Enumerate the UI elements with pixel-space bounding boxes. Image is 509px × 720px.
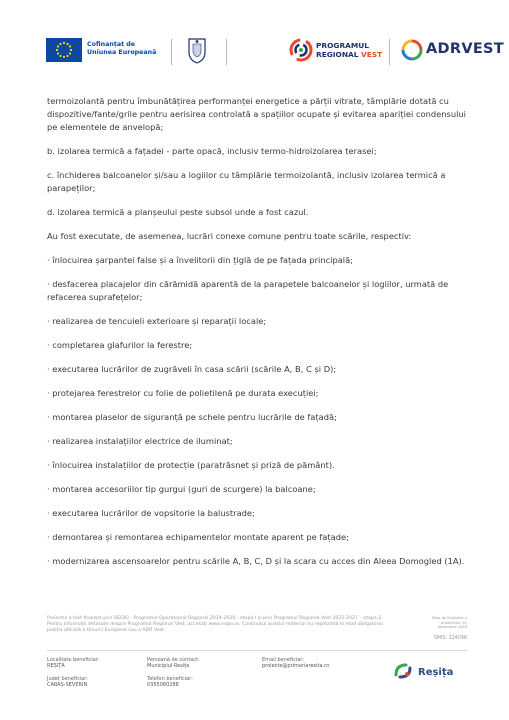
resita-city-logo-text: Reșița (418, 667, 454, 678)
list-item: · montarea accesoriilor tip gurgui (guri de scurgere) la balcoane; (47, 484, 316, 494)
adr-vest-logo-icon (401, 39, 423, 61)
header-logos (46, 36, 504, 66)
programul-regional-logo-text (316, 42, 382, 59)
divider (389, 39, 390, 65)
footer-divider (47, 650, 467, 651)
list-item: · executarea lucrărilor de zugrăveli în casa scării (scările A, B, C și D); (47, 364, 337, 374)
beneficiary-locality (47, 657, 100, 670)
eu-cofinancing-text: Cofinanțat de Uniunea Europeană (87, 41, 157, 56)
beneficiary-email (262, 657, 329, 670)
locality-label: Localitate beneficiar: (47, 657, 100, 663)
contact-person (147, 657, 200, 670)
list-item: · completarea glafurilor la ferestre; (47, 340, 193, 350)
phone-label: Telefon beneficiar: (147, 676, 193, 682)
list-item: · protejarea ferestrelor cu folie de polietilenă pe durata execuției; (47, 388, 319, 398)
divider (226, 39, 227, 65)
funding-disclaimer: Proiectul a fost finanțat prin REGIO - Programul Operațional Regional 2014-2020 - etapa I și prin Programul Regional Vest 2021-2027 – etapa 2. Pentru informații detaliate despre Programul Regional Vest, accesați www.regio.ro. Conținutul acestui material nu reprezintă în mod obligatoriu poziția oficială a Uniunii Europene sau a ADR Vest. (47, 616, 383, 634)
adr-vest-logo-text: ADRVEST (426, 41, 504, 57)
list-item: · realizarea instalațiilor electrice de iluminat; (47, 436, 233, 446)
contact-label: Persoană de contact: (147, 657, 200, 663)
list-item: · înlocuirea instalațiilor de protecție (paratrăsnet și priză de pământ). (47, 460, 335, 470)
government-crest-icon (186, 36, 208, 65)
paragraph: b. izolarea termică a fațadei - parte opacă, inclusiv termo-hidroizolarea terasei; (47, 146, 377, 156)
paragraph: termoizolantă pentru îmbunătățirea performanței energetice a părții vitrate, tâmplărie dotată cu dispozitive/fante/grile pentru aerisirea controlată a spațiilor ocupate și evitarea apariției condensului pe elementele de anvelopă; (47, 96, 466, 132)
locality-value: REȘIȚA (47, 663, 65, 670)
list-item: · modernizarea ascensoarelor pentru scările A, B, C, D și la scara cu acces din Aleea Domogled (1A). (47, 556, 465, 566)
eu-flag-icon (46, 38, 82, 62)
paragraph: c. închiderea balcoanelor și/sau a logiilor cu tâmplărie termoizolantă, inclusiv izolarea termică a parapeților; (47, 170, 446, 193)
list-item: · desfacerea placajelor din cărămidă aparentă de la parapetele balcoanelor și logiilor, urmată de refacerea suprafețelor; (47, 279, 449, 302)
divider (171, 39, 172, 65)
contact-value: Municipiul Reșița (147, 663, 190, 670)
phone-value: 0355080288 (147, 682, 179, 689)
county-label: Județ beneficiar: (47, 676, 88, 682)
list-item: · executarea lucrărilor de vopsitorie la balustrade; (47, 508, 255, 518)
smis-code: SMIS: 324098 (433, 636, 467, 641)
programul-regional-logo-icon (289, 38, 313, 62)
pr-line-1: PROGRAMUL (316, 41, 369, 50)
list-item: · montarea plaselor de siguranță pe schele pentru lucrările de fațadă; (47, 412, 337, 422)
email-value: proiecte@primariaresita.ro (262, 663, 330, 670)
email-label: Email beneficiar: (262, 657, 304, 663)
pr-line-2 (316, 51, 382, 60)
list-item: · demontarea și remontarea echipamentelor montate aparent pe fațade; (47, 532, 349, 542)
pr-line-2b: VEST (361, 49, 383, 59)
beneficiary-phone (147, 676, 193, 689)
county-value: CARAȘ-SEVERIN (47, 682, 88, 689)
paragraph: d. izolarea termică a planșeului peste subsol unde a fost cazul. (47, 207, 309, 217)
list-item: · realizarea de tencuieli exterioare și reparații locale; (47, 316, 267, 326)
document-body (47, 95, 467, 579)
paragraph: Au fost executate, de asemenea, lucrări conexe comune pentru toate scările, respectiv: (47, 231, 412, 241)
list-item: · înlocuirea șarpantei false și a învelitorii din țiglă de pe fațada principală; (47, 255, 353, 265)
project-end-note: Data de finalizare a proiectului: 31 decembrie 2025 (431, 616, 467, 630)
beneficiary-county (47, 676, 88, 689)
pr-line-2a: REGIONAL (316, 49, 362, 59)
